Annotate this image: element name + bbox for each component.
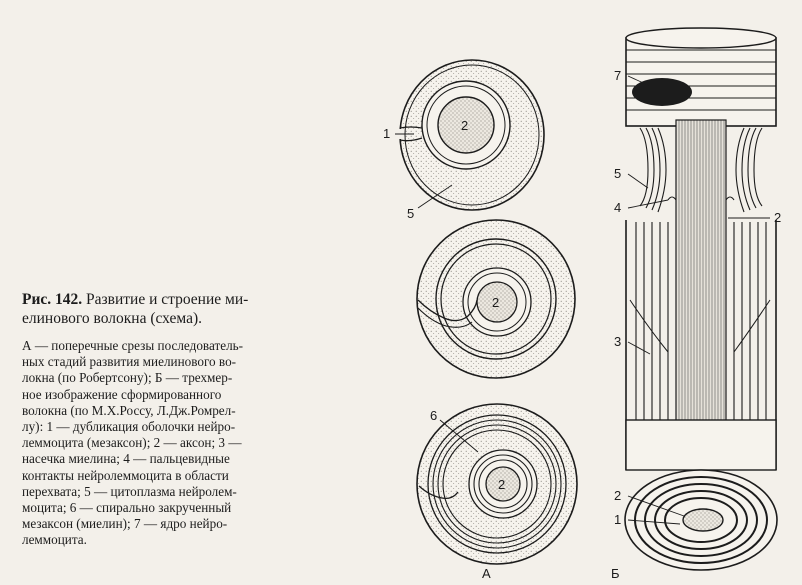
callout-b-1: 1 [614,512,622,527]
callout-b-7: 7 [614,68,622,83]
caption-line-9: контакты нейролеммоцита в области [22,467,229,483]
figure-number: Рис. 142. [22,291,83,308]
caption-line-5: волокна (по М.Х.Россу, Л.Дж.Ромрел- [22,402,236,418]
panel-a-stage-1 [395,60,544,210]
caption-line-12: мезаксон (миелин); 7 — ядро нейро- [22,516,228,532]
callout-b-3: 3 [614,334,622,349]
leader-5-b [628,174,648,188]
caption-line-13: леммоцита. [22,532,87,548]
callout-a-2: 2 [461,118,469,133]
caption-line-10: перехвата; 5 — цитоплазма нейролем- [22,483,237,499]
leader-4 [628,200,668,208]
callout-b-4: 4 [614,200,622,215]
caption-line-3: локна (по Робертсону); Б — трехмер- [22,370,233,386]
caption-line-2: ных стадий развития миелинового во- [22,354,237,370]
node-left-lamellae [640,128,666,212]
caption-line-8: насечка миелина; 4 — пальцевидные [22,451,230,467]
caption-line-4: ное изображение сформированного [22,386,222,402]
panel-a-stage-3 [417,404,577,564]
panel-a-label: А [482,566,491,581]
callout-a-6: 6 [430,408,438,423]
caption-line-11: моцита; 6 — спирально закрученный [22,500,232,516]
callout-a-5: 5 [407,206,415,221]
caption-title-line-2: елинового волокна (схема). [22,310,203,327]
callout-a-2-stage-2: 2 [492,295,500,310]
leader-3 [628,342,650,354]
caption-line-1: А — поперечные срезы последователь- [22,338,244,353]
panel-b-fiber [625,28,777,570]
caption-line-7: леммоцита (мезаксон); 2 — аксон; 3 — [22,435,242,451]
fiber-top-cap [626,28,776,48]
callout-b-5: 5 [614,166,622,181]
caption-line-6: лу): 1 — дубликация оболочки нейро- [22,419,236,435]
axon-longitudinal [676,120,726,468]
panel-b-label: Б [611,566,620,581]
callout-a-1: 1 [383,126,391,141]
fiber-outer-sheath [626,420,776,470]
callout-b-2: 2 [774,210,782,225]
callout-b-2-section: 2 [614,488,622,503]
callout-a-2-stage-3: 2 [498,477,506,492]
node-right-lamellae [736,128,762,212]
section-axon [683,509,723,531]
caption-title-line-1: Развитие и строение ми- [86,291,249,308]
